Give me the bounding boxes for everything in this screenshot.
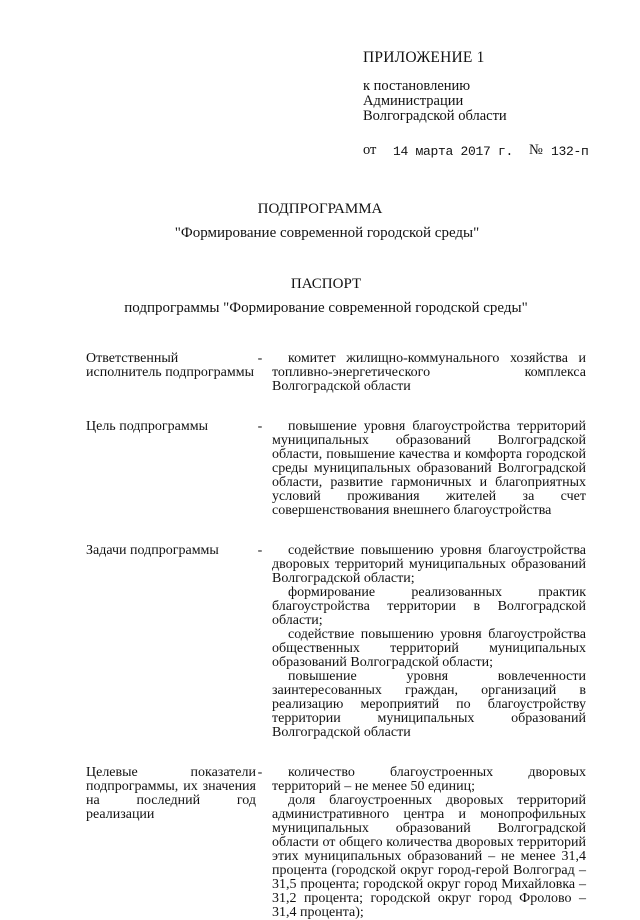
passport-row-indicators (86, 766, 586, 920)
appendix-title: ПРИЛОЖЕНИЕ 1 (363, 49, 485, 66)
resolution-line-3: Волгоградской области (363, 108, 507, 124)
passport-row-tasks (86, 544, 586, 740)
date-value: 14 марта 2017 г. (393, 144, 514, 159)
row-dash: - (257, 351, 263, 366)
row-dash: - (257, 765, 263, 780)
resolution-line-1: к постановлению (363, 78, 471, 94)
row-label: Задачи подпрограммы (86, 543, 219, 558)
row-paragraph: комитет жилищно-коммунального хозяйства и топливно-энергетического комплекса Волгоградской области (272, 351, 586, 394)
row-dash: - (257, 543, 263, 558)
row-paragraph: содействие повышению уровня благоустройства дворовых территорий муниципальных образований Волгоградской области; (272, 543, 586, 586)
row-paragraph: доля благоустроенных дворовых территорий административного центра и монопрофильных муниципальных образований Волгоградской области от общего количества дворовых территорий этих муниципальных образований – не менее 31,4 процента (городской округ город-герой Волгоград – 31,5 процента; городской округ город Михайловка – 31,2 процента; городской округ город Фролово – 31,4 процента); (272, 793, 586, 920)
subprogram-name: "Формирование современной городской среды" (174, 225, 480, 241)
row-content (272, 766, 586, 920)
passport-subheading: подпрограммы "Формирование современной городской среды" (124, 300, 528, 316)
passport-heading: ПАСПОРТ (290, 276, 362, 292)
row-content (272, 352, 586, 394)
date-number-line (363, 143, 623, 159)
row-label: Целевые показатели подпрограммы, их значения на последний год реализации (86, 765, 256, 822)
passport-row-responsible (86, 352, 586, 394)
row-label: Ответственный исполнитель подпрограммы (86, 351, 254, 380)
row-content (272, 420, 586, 518)
row-paragraph: количество благоустроенных дворовых территорий – не менее 50 единиц; (272, 765, 586, 794)
row-paragraph: повышение уровня благоустройства территорий муниципальных образований Волгоградской области, повышение качества и комфорта городской среды муниципальных образований Волгоградской области, развитие гармоничных и благоприятных условий проживания жителей за счет совершенствования внешнего благоустройства (272, 419, 586, 518)
row-label: Цель подпрограммы (86, 419, 208, 434)
row-paragraph: формирование реализованных практик благоустройства территории в Волгоградской области; (272, 585, 586, 628)
passport-row-goal (86, 420, 586, 518)
row-dash: - (257, 419, 263, 434)
number-prefix: № (529, 142, 543, 158)
resolution-reference (363, 79, 623, 124)
row-content (272, 544, 586, 740)
row-paragraph: содействие повышению уровня благоустройства общественных территорий муниципальных образований Волгоградской области; (272, 627, 586, 670)
subprogram-heading: ПОДПРОГРАММА (257, 201, 383, 217)
appendix-header (363, 50, 623, 159)
passport-table (86, 352, 586, 920)
row-paragraph: повышение уровня вовлеченности заинтересованных граждан, организаций в реализацию мероприятий по благоустройству территории муниципальных образований Волгоградской области (272, 669, 586, 740)
date-prefix: от (363, 142, 377, 158)
resolution-line-2: Администрации (363, 93, 464, 109)
number-value: 132-п (551, 144, 589, 159)
